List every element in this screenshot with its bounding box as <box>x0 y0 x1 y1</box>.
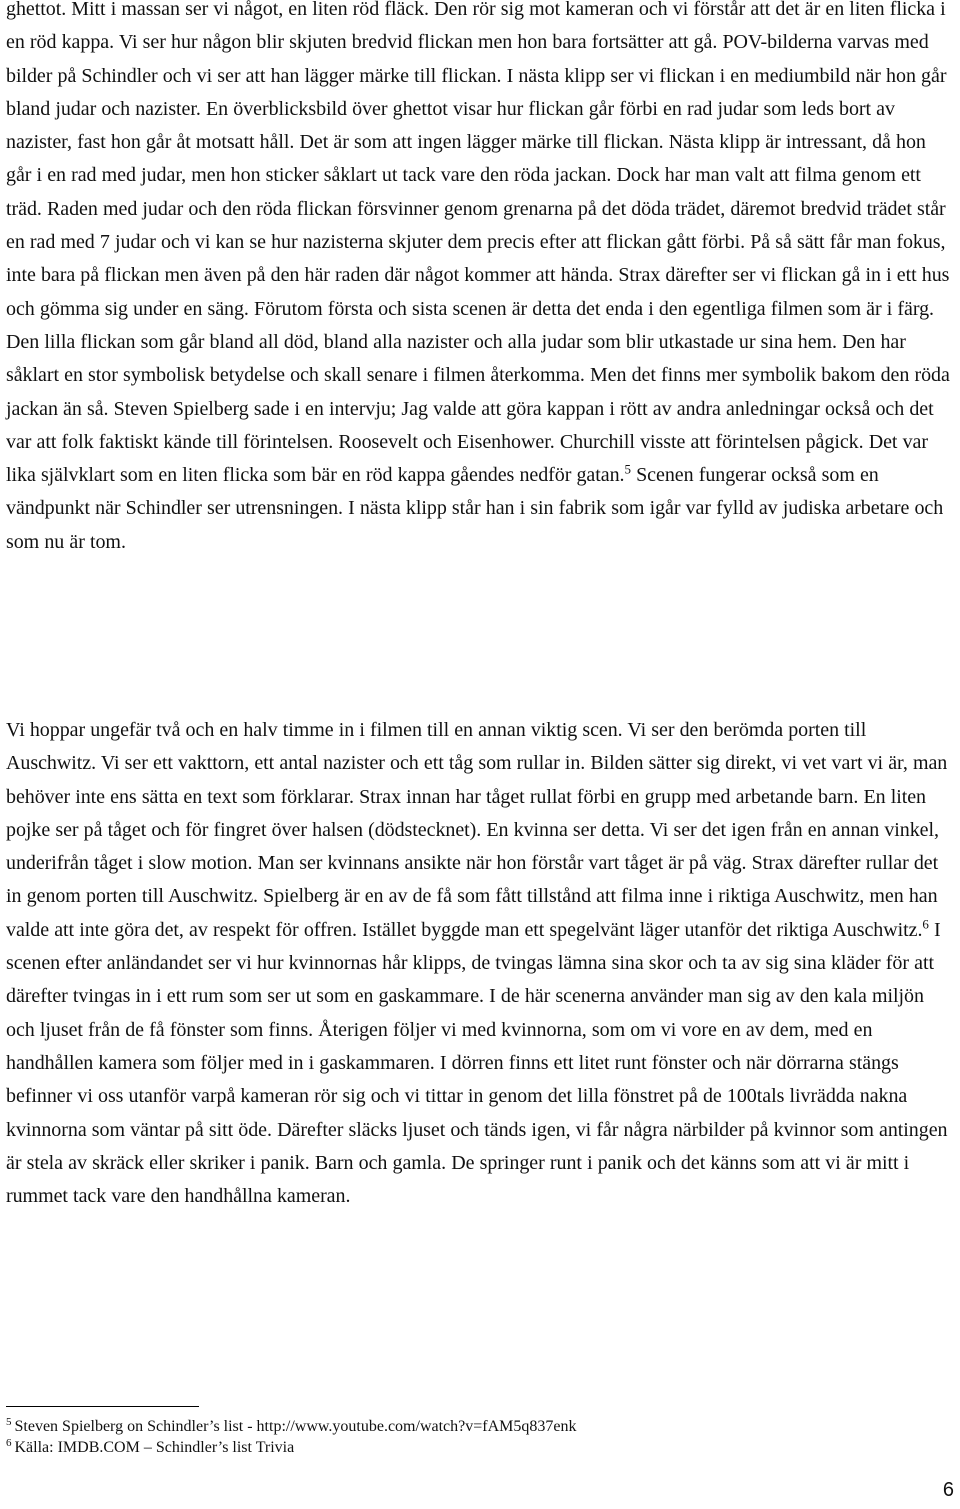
paragraph-text: I scenen efter anländandet ser vi hur kvinnornas hår klipps, de tvingas lämna sina skor och ta av sig sina kläder för att därefter tvingas in i ett rum som ser ut som en gaskammare. I de här scenerna använder man sig av den kala miljön och ljuset från de få fönster som finns. Återigen följer vi med kvinnorna, som om vi vore en av dem, med en handhållen kamera som följer med in i gaskammaren. I dörren finns ett litet runt fönster och när dörrarna stängs befinner vi oss utanför varpå kameran rör sig och vi tittar in genom det lilla fönstret på de 100tals livrädda nakna kvinnorna som väntar på sitt öde. Därefter släcks ljuset och tänds igen, vi får några närbilder på kvinnor som antingen är stela av skräck eller skriker i panik. Barn och gamla. De springer runt i panik och det känns som att vi är mitt i rummet tack vare den handhållna kameran. <box>6 918 948 1208</box>
footnote-marker: 6 <box>922 916 929 932</box>
paragraph-text: Vi hoppar ungefär två och en halv timme in i filmen till en annan viktig scen. Vi ser den berömda porten till Auschwitz. Vi ser ett vakttorn, ett antal nazister och ett tåg som rullar in. Bilden sätter sig direkt, vi vet vart vi är, man behöver inte ens sätta en text som förklarar. Strax innan har tåget rullat förbi en grupp med arbetande barn. En liten pojke ser på tåget och för fingret över halsen (dödstecknet). En kvinna ser detta. Vi ser det igen från en annan vinkel, underifrån tåget i slow motion. Man ser kvinnans ansikte när hon förstår vart tåget är på väg. Strax därefter rullar det in genom porten till Auschwitz. Spielberg är en av de få som fått tillstånd att filma inne i riktiga Auschwitz, men han valde att inte göra det, av respekt för offren. Istället byggde man ett spegelvänt läger utanför det riktiga Auschwitz. <box>6 719 948 941</box>
footnote-number: 6 <box>6 1436 12 1449</box>
paragraph-text: ghettot. Mitt i massan ser vi något, en liten röd fläck. Den rör sig mot kameran och vi förstår att det är en liten flicka i en röd kappa. Vi ser hur någon blir skjuten bredvid flickan men hon bara fortsätter att gå. POV-bilderna varvas med bilder på Schindler och vi ser att han lägger märke till flickan. I nästa klipp ser vi flickan i en mediumbild när hon går bland judar och nazister. En överblicksbild över ghettot visar hur flickan går förbi en rad judar som leds bort av nazister, fast hon går åt motsatt håll. Det är som att ingen lägger märke till flickan. Nästa klipp är intressant, då hon går i en rad med judar, men hon sticker såklart ut tack vare den röda jackan. Dock har man valt att filma genom ett träd. Raden med judar och den röda flickan försvinner genom grenarna på det döda trädet, däremot bredvid trädet står en rad med 7 judar och vi kan se hur nazisterna skjuter dem precis efter att flickan gått förbi. På så sätt får man fokus, inte bara på flickan men även på den här raden där något kommer att hända. Strax därefter ser vi flickan gå in i ett hus och gömma sig under en säng. Förutom första och sista scenen är detta det enda i den egentliga filmen som är i färg. Den lilla flickan som går bland all död, bland alla nazister och alla judar som blir utkastade ur sina hem. Den har såklart en stor symbolisk betydelse och skall senare i filmen återkomma. Men det finns mer symbolik bakom den röda jackan än så. Steven Spielberg sade i en intervju; Jag valde att göra kappan i rött av andra anledningar också och det var att folk faktiskt kände till förintelsen. Roosevelt och Eisenhower. Churchill visste att förintelsen pågick. Det var lika självklart som en liten flicka som bär en röd kappa gåendes nedför gatan. <box>6 0 950 487</box>
body-paragraph <box>6 0 956 559</box>
paragraph-text: Scenen fungerar också som en vändpunkt när Schindler ser utrensningen. I nästa klipp står han i sin fabrik som igår var fylld av judiska arbetare och som nu är tom. <box>6 464 944 553</box>
footnote-marker: 5 <box>624 461 631 477</box>
footnote-number: 5 <box>6 1415 12 1428</box>
footnotes <box>6 1416 906 1458</box>
footnote-text: Källa: IMDB.COM – Schindler’s list Trivia <box>14 1439 295 1456</box>
footnote-separator <box>6 1406 199 1407</box>
footnote <box>6 1437 906 1458</box>
body-paragraph <box>6 714 956 1213</box>
footnote <box>6 1416 906 1437</box>
page-number: 6 <box>942 1479 954 1501</box>
footnote-text: Steven Spielberg on Schindler’s list - http://www.youtube.com/watch?v=fAM5q837enk <box>14 1418 577 1435</box>
